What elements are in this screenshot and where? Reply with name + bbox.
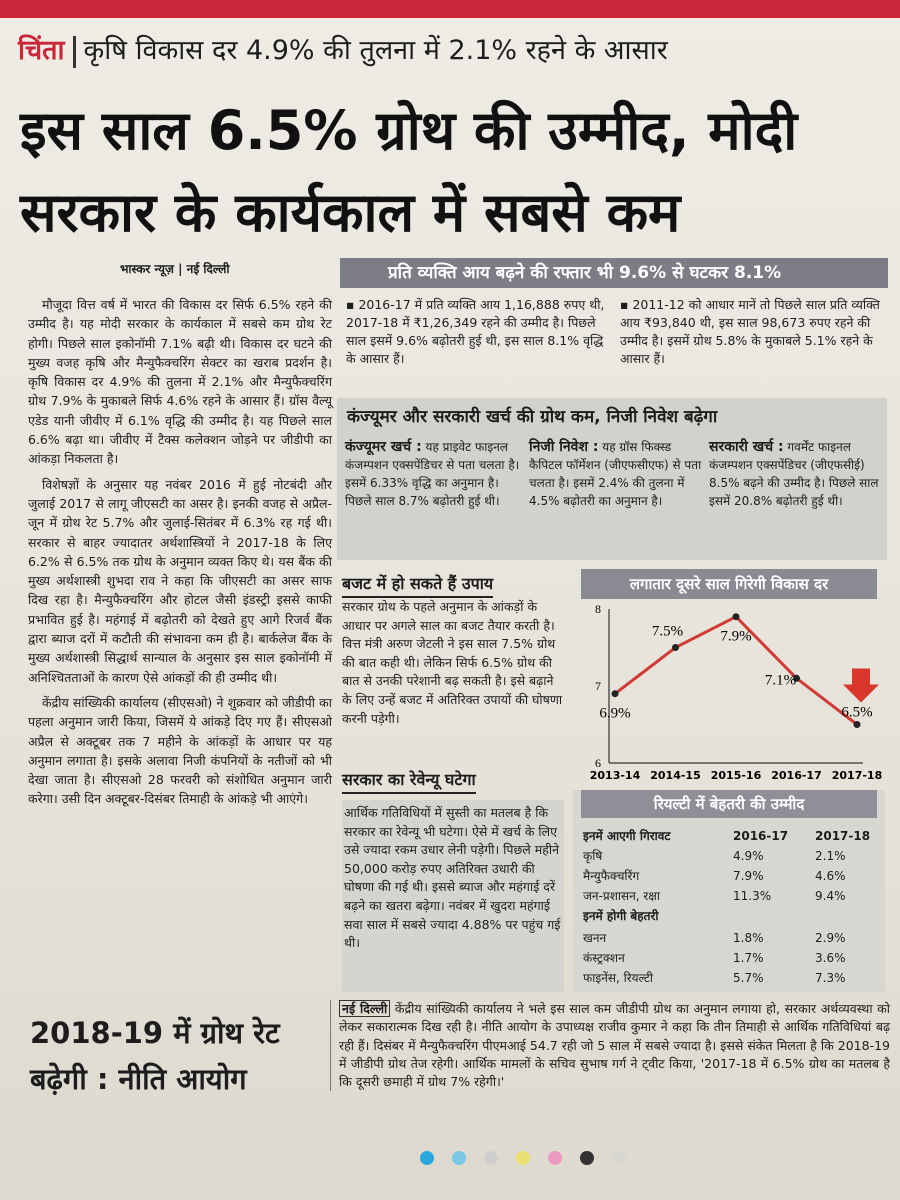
data-label: 7.5% bbox=[651, 623, 684, 640]
y-tick-label: 8 bbox=[595, 602, 601, 616]
table-row bbox=[583, 928, 879, 948]
main-article bbox=[28, 295, 332, 815]
data-point bbox=[672, 644, 679, 651]
table-cell: कृषि bbox=[583, 849, 603, 863]
spending-item bbox=[709, 438, 887, 510]
revenue-title: सरकार का रेवेन्यू घटेगा bbox=[342, 768, 476, 794]
article-paragraph: विशेषज्ञों के अनुसार यह नवंबर 2016 में हुई नोटबंदी और जुलाई 2017 से लागू जीएसटी का असर है। इनकी वजह से अप्रैल-जून में ग्रोथ रेट 5.7% और जुलाई-सितंबर में 6.3% रह गई थी। सरकार से बाहर ज्यादातर अर्थशास्त्रियों ने 2017-18 के लिए 6.2% से 6.5% तक ग्रोथ के अनुमान व्यक्त किए थे। यस बैंक की मुख्य अर्थशास्त्री शुभदा राव ने कहा कि जीएसटी का असर साफ दिख रहा है। मैन्युफैक्चरिंग और होटल जैसी इंडस्ट्री इससे काफी प्रभावित हुई है। महंगाई में बढ़ोतरी को देखते हुए आगे रिजर्व बैंक द्वारा ब्याज दरों में कटौती की संभावना कम ही है। बार्कलेज बैंक के मुख्य अर्थशास्त्री सिद्धार्थ सान्याल के अनुसार इस साल इकोनॉमी में अनिश्चितताओं के कारण ऐसे आंकड़ों की ही उम्मीद थी। bbox=[28, 476, 332, 685]
article-paragraph: केंद्रीय सांख्यिकी कार्यालय (सीएसओ) ने शुक्रवार को जीडीपी का पहला अनुमान जारी किया, जिसमें ये आंकड़े दिए गए हैं। सीएसओ अप्रैल से अक्टूबर तक 7 महीने के आंकड़ों के आधार पर यह अनुमान लगाता है। इसके अलावा निजी कंपनियों के नतीजों को भी देखा जाता है। सीएसओ 28 फरवरी को संशोधित अनुमान जारी करेगा। उसी दिन अक्टूबर-दिसंबर तिमाही के आंकड़े भी आएंगे। bbox=[28, 694, 332, 807]
table-row bbox=[583, 948, 879, 968]
spending-item-text: यह ग्रॉस फिक्स्ड कैपिटल फॉर्मेशन (जीएफसीएफ) से पता चलता है। इसमें 2.4% की तुलना में 4.5% बढ़ोतरी का अनुमान है। bbox=[529, 440, 702, 508]
color-mark bbox=[612, 1151, 626, 1165]
table-cell: मैन्युफैक्चरिंग bbox=[583, 869, 640, 883]
table-title: रियल्टी में बेहतरी की उम्मीद bbox=[581, 790, 877, 818]
headline-line-1: इस साल 6.5% ग्रोथ की उम्मीद, मोदी bbox=[20, 99, 798, 162]
y-tick-label: 6 bbox=[595, 756, 601, 770]
x-tick-label: 2017-18 bbox=[831, 769, 883, 782]
color-mark bbox=[452, 1151, 466, 1165]
color-mark bbox=[484, 1151, 498, 1165]
color-mark bbox=[580, 1151, 594, 1165]
data-label: 6.5% bbox=[841, 704, 873, 721]
side-headline: 2018-19 में ग्रोथ रेट बढ़ेगी : नीति आयोग bbox=[30, 1016, 280, 1096]
table-cell: 1.7% bbox=[733, 951, 764, 965]
table-cell: फाइनेंस, रियल्टी bbox=[583, 971, 654, 985]
data-label: 7.9% bbox=[720, 628, 752, 645]
table-header-cell: इनमें आएगी गिरावट bbox=[583, 829, 671, 843]
data-point bbox=[612, 690, 619, 697]
dateline: नई दिल्ली bbox=[339, 1000, 390, 1017]
table-header-cell: 2017-18 bbox=[815, 829, 871, 843]
budget-title: बजट में हो सकते हैं उपाय bbox=[342, 572, 493, 598]
table-cell: 4.6% bbox=[815, 869, 846, 883]
table-cell: 4.9% bbox=[733, 849, 764, 863]
spending-box bbox=[337, 398, 887, 560]
table-row bbox=[583, 968, 879, 988]
kicker-tag: चिंता bbox=[18, 35, 65, 66]
color-mark bbox=[420, 1151, 434, 1165]
table-cell: 2.1% bbox=[815, 849, 846, 863]
table-cell: 1.8% bbox=[733, 931, 764, 945]
x-tick-label: 2014-15 bbox=[650, 769, 701, 782]
print-color-marks bbox=[420, 1150, 644, 1170]
data-label: 7.1% bbox=[764, 672, 797, 689]
spending-item-text: यह प्राइवेट फाइनल कंजम्पशन एक्सपेंडिचर से पता चलता है। इसमें 6.33% वृद्धि का अनुमान है। पिछले साल 8.7% बढ़ोतरी हुई थी। bbox=[345, 440, 520, 508]
chart-svg bbox=[573, 565, 885, 787]
data-point bbox=[733, 613, 740, 620]
table-row bbox=[583, 846, 879, 866]
table-cell: खनन bbox=[583, 931, 607, 945]
table-cell: 7.9% bbox=[733, 869, 764, 883]
sector-table bbox=[573, 790, 885, 992]
spending-item bbox=[529, 438, 707, 510]
kicker-divider bbox=[73, 36, 76, 68]
color-mark bbox=[516, 1151, 530, 1165]
table-subheader-row bbox=[583, 906, 879, 926]
x-tick-label: 2016-17 bbox=[771, 769, 822, 782]
x-tick-label: 2013-14 bbox=[589, 769, 641, 782]
spending-item-head: सरकारी खर्च : bbox=[709, 439, 784, 455]
spending-title: कंज्यूमर और सरकारी खर्च की ग्रोथ कम, निजी निवेश बढ़ेगा bbox=[347, 407, 718, 427]
bottom-article-text: केंद्रीय सांख्यिकी कार्यालय ने भले इस साल कम जीडीपी ग्रोथ का अनुमान लगाया हो, सरकार अर्थव्यवस्था को लेकर सकारात्मक दिख रही है। नीति आयोग के उपाध्यक्ष राजीव कुमार ने कहा कि तीन तिमाही से आर्थिक गतिविधियां बढ़ रही हैं। दिसंबर में मैन्युफैक्चरिंग पीएमआई 54.7 रही जो 5 साल में सबसे ज्यादा है। इससे संकेत मिलता है कि 2018-19 में जीडीपी ग्रोथ तेज रहेगी। आर्थिक मामलों के सचिव सुभाष गर्ग ने ट्वीट किया, '2017-18 में 6.5% ग्रोथ का मतलब है कि दूसरी छमाही में ग्रोथ 7% रहेगी।' bbox=[339, 1001, 890, 1090]
spending-item bbox=[345, 438, 523, 510]
kicker-text: कृषि विकास दर 4.9% की तुलना में 2.1% रहने के आसार bbox=[83, 35, 668, 66]
byline: भास्कर न्यूज़ | नई दिल्ली bbox=[120, 262, 230, 276]
spending-item-head: कंज्यूमर खर्च : bbox=[345, 439, 422, 455]
kicker bbox=[18, 28, 888, 74]
income-note-2: ▪ 2011-12 को आधार मानें तो पिछले साल प्रति व्यक्ति आय ₹93,840 थी, इस साल 98,673 रुपए रहने की उम्मीद है। इसमें ग्रोथ 5.8% के मुकाबले 5.1% रहने के आसार हैं। bbox=[620, 297, 880, 366]
table-header-row bbox=[583, 826, 879, 846]
table-row bbox=[583, 886, 879, 906]
table-cell: 3.6% bbox=[815, 951, 846, 965]
table-cell: 2.9% bbox=[815, 931, 846, 945]
data-label: 6.9% bbox=[599, 705, 631, 722]
table-cell: 7.3% bbox=[815, 971, 846, 985]
y-tick-label: 7 bbox=[595, 679, 601, 693]
table-cell: 11.3% bbox=[733, 889, 772, 903]
budget-text: सरकार ग्रोथ के पहले अनुमान के आंकड़ों के आधार पर अगले साल का बजट तैयार करती है। वित्त मंत्री अरुण जेटली ने इस साल 7.5% ग्रोथ की बात कही थी। लेकिन सिर्फ 6.5% ग्रोथ की बात से उनकी परेशानी बढ़ सकती है। इसे बढ़ाने के लिए उन्हें बजट में अतिरिक्त उपायों की घोषणा करनी पड़ेगी। bbox=[342, 599, 563, 726]
spending-item-text: गवर्मेंट फाइनल कंजम्पशन एक्सपेंडिचर (जीएफसीई) 8.5% बढ़ने की उम्मीद है। पिछले साल इसमें 20.8% बढ़ोतरी हुई थी। bbox=[709, 440, 879, 508]
income-banner: प्रति व्यक्ति आय बढ़ने की रफ्तार भी 9.6% से घटकर 8.1% bbox=[340, 258, 888, 288]
table-cell: 5.7% bbox=[733, 971, 764, 985]
color-mark bbox=[548, 1151, 562, 1165]
bottom-article bbox=[330, 1000, 890, 1091]
chart-title: लगातार दूसरे साल गिरेगी विकास दर bbox=[581, 569, 877, 599]
revenue-text: आर्थिक गतिविधियों में सुस्ती का मतलब है कि सरकार का रेवेन्यू भी घटेगा। ऐसे में खर्च के लिए उसे ज्यादा रकम उधार लेनी पड़ेगी। पिछले महीने 50,000 करोड़ रुपए अतिरिक्त उधारी की घोषणा की गई थी। इससे ब्याज और महंगाई दरें बढ़ने का खतरा बढ़ेगा। नवंबर में खुदरा महंगाई सवा साल में सबसे ज्यादा 4.88% पर पहुंच गई थी। bbox=[342, 800, 564, 992]
growth-chart bbox=[573, 565, 885, 787]
x-tick-label: 2015-16 bbox=[710, 769, 762, 782]
article-paragraph: मौजूदा वित्त वर्ष में भारत की विकास दर सिर्फ 6.5% रहने की उम्मीद है। यह मोदी सरकार के कार्यकाल में सबसे कम ग्रोथ रेट होगी। पिछले साल इकोनॉमी 7.1% बढ़ी थी। विकास दर घटने की मुख्य वजह कृषि और मैन्युफैक्चरिंग सेक्टर का खराब प्रदर्शन है। कृषि विकास दर 4.9% की तुलना में 2.1% और मैन्युफैक्चरिंग ग्रोथ 7.9% के मुकाबले सिर्फ 4.6% रहने के आसार हैं। ग्रॉस वैल्यू एडेड यानी जीवीए में 6.1% वृद्धि की उम्मीद है। यह पिछले साल 6.6% बढ़ा था। जीवीए में टैक्स कलेक्शन जोड़ने पर जीडीपी का आंकड़ा निकलता है। bbox=[28, 297, 332, 467]
table-header-cell: 2016-17 bbox=[733, 829, 789, 843]
table-cell: कंस्ट्रक्शन bbox=[583, 951, 625, 965]
headline-line-2: सरकार के कार्यकाल में सबसे कम bbox=[20, 181, 681, 244]
data-point bbox=[854, 721, 861, 728]
income-note-1: ▪ 2016-17 में प्रति व्यक्ति आय 1,16,888 रुपए थी, 2017-18 में ₹1,26,349 रहने की उम्मीद है। पिछले साल इसमें 9.6% बढ़ोतरी हुई थी, इस साल 8.1% वृद्धि के आसार हैं। bbox=[346, 297, 605, 366]
down-arrow-icon bbox=[843, 669, 879, 703]
top-color-bar bbox=[0, 0, 900, 18]
table-row bbox=[583, 866, 879, 886]
table-cell: जन-प्रशासन, रक्षा bbox=[583, 889, 661, 903]
headline bbox=[20, 90, 890, 254]
spending-item-head: निजी निवेश : bbox=[529, 439, 599, 455]
table-subheader: इनमें होगी बेहतरी bbox=[583, 909, 659, 923]
table-cell: 9.4% bbox=[815, 889, 846, 903]
